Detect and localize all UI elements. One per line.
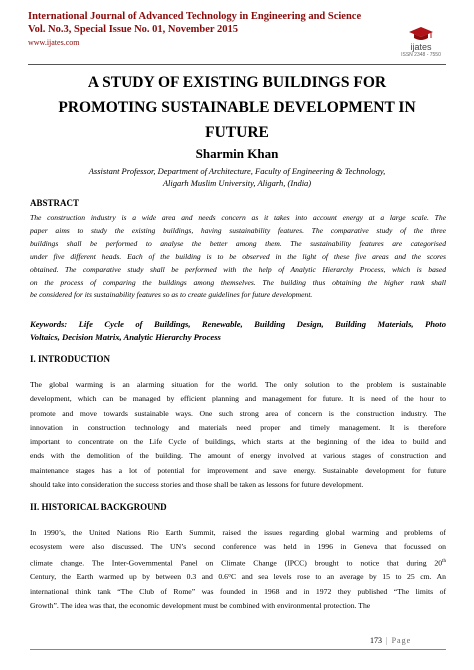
abstract-heading: ABSTRACT [30, 198, 80, 208]
keywords-line: Voltaics, Decision Matrix, Analytic Hierarchy Process [30, 332, 221, 342]
abstract-line: paper aims to study the existing buildings, having sustainability features. The comparative study of the three [30, 225, 446, 235]
superscript: th [442, 558, 446, 564]
affiliation-line: Assistant Professor, Department of Architecture, Faculty of Engineering & Technology, [88, 166, 386, 176]
footer-divider [30, 649, 446, 650]
history-line: Growth”. The idea was that, the economic development must be combined with environmental protection. The [30, 601, 371, 611]
intro-line: innovation in construction technology and materials need proper and timely management. It is therefore [30, 422, 446, 432]
intro-line: should take into consideration the success stories and those shall be taken as lessons for future development. [30, 480, 364, 490]
header-divider [28, 64, 446, 65]
paper-title [40, 70, 434, 145]
historical-background-body [30, 526, 446, 613]
journal-website: www.ijates.com [28, 38, 80, 47]
title-line: FUTURE [205, 124, 269, 141]
intro-line: The global warming is an alarming situation for the world. The only solution to the problem is sustainable [30, 380, 446, 389]
abstract-line: buildings shall be performed to analyse the better among them. The sustainability features are categorised [30, 238, 446, 248]
intro-line: important to concentrate on the Life Cycle of buildings, which starts at the beginning of the idea to build and [30, 437, 446, 447]
abstract-line: obtained. The comparative study shall be performed with the help of Analytic Hierarchy Process, which is based [30, 264, 446, 274]
history-line: In 1990’s, the United Nations Rio Earth Summit, raised the issues regarding global warming and problems of [30, 528, 446, 537]
history-line: international think tank “The Club of Rome” was founded in 1968 and in 1972 they published “The limits of [30, 586, 446, 596]
title-line: PROMOTING SUSTAINABLE DEVELOPMENT IN [58, 99, 416, 116]
abstract-line: be considered for its sustainability features so as to create guidelines for future development. [30, 290, 313, 300]
page-label: Page [391, 636, 412, 645]
page-number-value: 173 [370, 636, 382, 645]
issn: ISSN 2348 - 7550 [401, 52, 441, 58]
history-line [30, 555, 446, 571]
author-name: Sharmin Khan [195, 146, 279, 161]
history-line: ecosystem were also discussed. The UN’s second conference was held in 1996 in Geneva that focussed on [30, 542, 446, 552]
journal-logo [398, 26, 444, 59]
graduation-cap-icon [408, 26, 434, 42]
page-number [370, 636, 411, 645]
logo-name: ijates [410, 42, 432, 52]
journal-title: International Journal of Advanced Technology in Engineering and Science [28, 11, 362, 22]
title-line: A STUDY OF EXISTING BUILDINGS FOR [87, 74, 387, 91]
page-separator: | [386, 636, 388, 645]
abstract-line: under five different heads. Each of the building is to be observed in the light of these five areas and the scores [30, 251, 446, 261]
introduction-body [30, 378, 446, 492]
keywords [30, 318, 446, 344]
introduction-heading: I. INTRODUCTION [30, 354, 111, 364]
keywords-line: Keywords: Life Cycle of Buildings, Renewable, Building Design, Building Materials, Photo [30, 319, 446, 329]
intro-line: maintenance stages has a lot of potential for improvement and save energy. Sustainable development for future [30, 465, 446, 475]
intro-line: ends with the demolition of the building. The amount of energy involved at various stages of construction and [30, 451, 446, 461]
journal-header [28, 10, 448, 48]
history-line: Century, the Earth warmed up by between 0.3 and 0.6°C and sea levels rose to an average by 15 to 25 cm. An [30, 572, 446, 582]
abstract-body [30, 212, 446, 302]
historical-background-heading: II. HISTORICAL BACKGROUND [30, 502, 167, 512]
affiliation-line: Aligarh Muslim University, Aligarh, (India) [162, 178, 312, 188]
abstract-line: The construction industry is a wide area and needs concern as it takes into account energy at a large scale. The [30, 213, 446, 222]
intro-line: development, which can be managed by efficient planning and management for future. It is need of the hour to [30, 394, 446, 404]
issue-info: Vol. No.3, Special Issue No. 01, November 2015 [28, 24, 239, 35]
history-line-text: climate change. The Inter-Governmental Panel on Climate Change (IPCC) brought to notice that during 20 [30, 558, 443, 568]
abstract-line: on the process of comparing the buildings among themselves. The building thus obtaining the higher rank shall [30, 277, 446, 287]
author-affiliation [30, 165, 444, 189]
intro-line: promote and move towards sustainable ways. One such strong area of concern is the construction industry. The [30, 408, 446, 418]
